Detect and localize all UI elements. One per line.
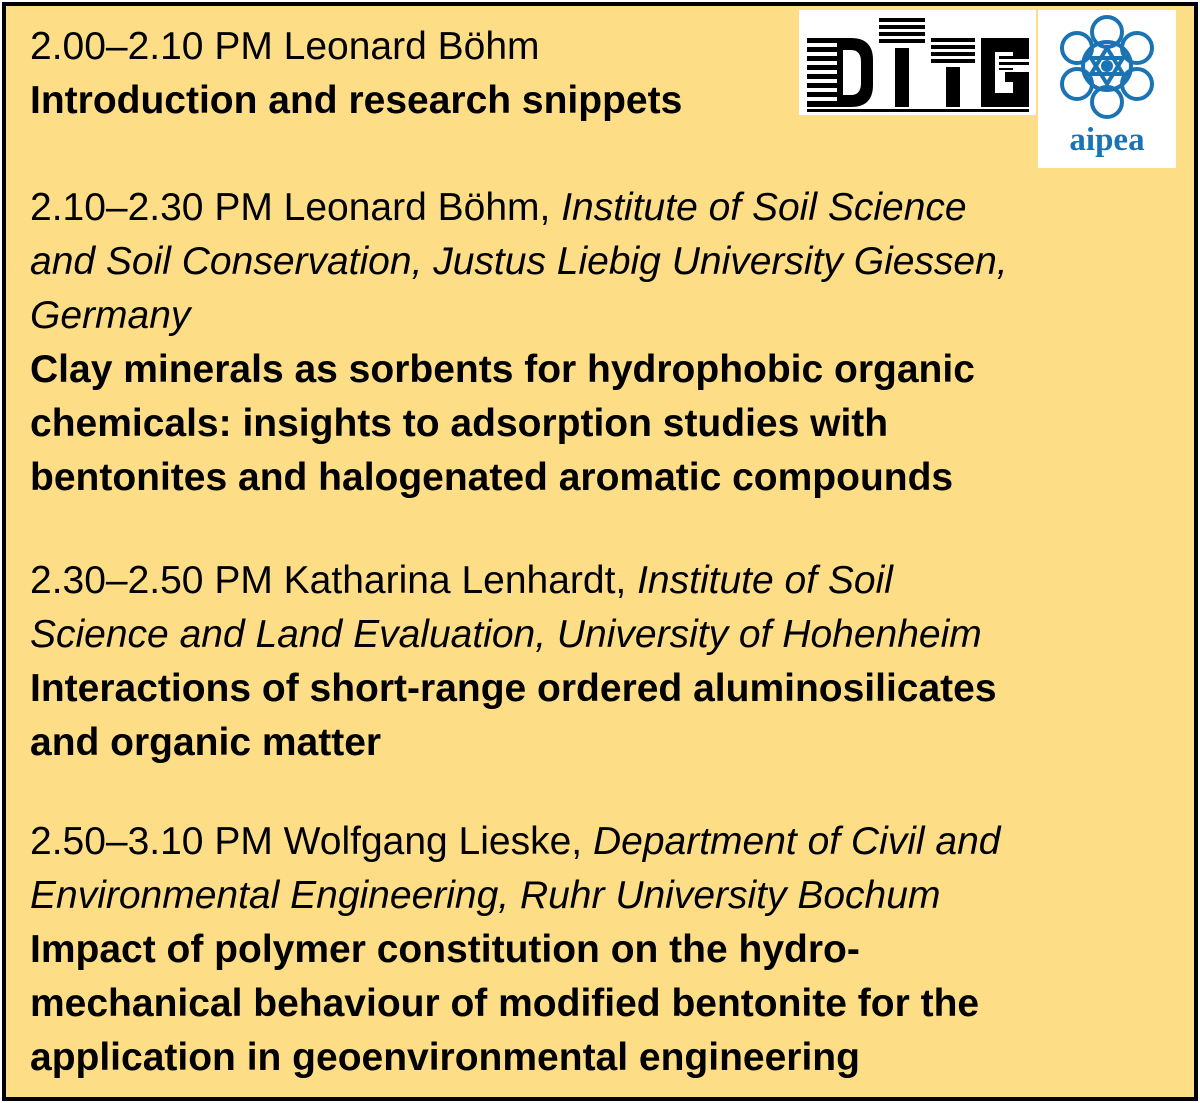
talk-title-line: Interactions of short-range ordered aluminosilicates: [30, 667, 997, 710]
talk-title-line: bentonites and halogenated aromatic compounds: [30, 456, 954, 499]
entry-time-speaker: 2.30–2.50 PM Katharina Lenhardt,: [30, 559, 638, 602]
affiliation-line: Institute of Soil: [637, 559, 893, 602]
talk-title-line: Impact of polymer constitution on the hydro-: [30, 928, 860, 971]
program-entry: [30, 554, 997, 770]
talk-title-line: Introduction and research snippets: [30, 79, 683, 122]
affiliation-line: Department of Civil and: [592, 820, 1001, 863]
affiliation-line: Science and Land Evaluation, University of Hohenheim: [30, 613, 982, 656]
entry-time-speaker: 2.50–3.10 PM Wolfgang Lieske,: [30, 820, 593, 863]
entry-time-speaker: 2.00–2.10 PM Leonard Böhm: [30, 25, 540, 68]
program-panel: [2, 2, 1198, 1101]
talk-title-line: and organic matter: [30, 721, 382, 764]
dttg-logo: [799, 10, 1036, 115]
aipea-flower-icon: [1038, 10, 1176, 122]
affiliation-line: Environmental Engineering, Ruhr University Bochum: [30, 874, 941, 917]
affiliation-line: and Soil Conservation, Justus Liebig University Giessen,: [30, 240, 1008, 283]
aipea-logo-text: aipea: [1069, 122, 1145, 158]
aipea-logo: [1038, 10, 1176, 168]
affiliation-line: Germany: [30, 294, 191, 337]
affiliation-line: Institute of Soil Science: [561, 186, 967, 229]
talk-title-line: application in geoenvironmental engineering: [30, 1036, 860, 1079]
entry-header-line: [30, 815, 1001, 869]
talk-title-line: Clay minerals as sorbents for hydrophobic organic: [30, 348, 975, 391]
talk-title-line: mechanical behaviour of modified bentonite for the: [30, 982, 980, 1025]
talk-title-line: chemicals: insights to adsorption studies with: [30, 402, 889, 445]
program-entry: [30, 20, 682, 128]
program-entry: [30, 181, 1008, 505]
dttg-logo-icon: [799, 10, 1036, 115]
entry-header-line: [30, 554, 997, 608]
entry-time-speaker: 2.10–2.30 PM Leonard Böhm,: [30, 186, 562, 229]
entry-header-line: [30, 181, 1008, 235]
program-entry: [30, 815, 1001, 1085]
